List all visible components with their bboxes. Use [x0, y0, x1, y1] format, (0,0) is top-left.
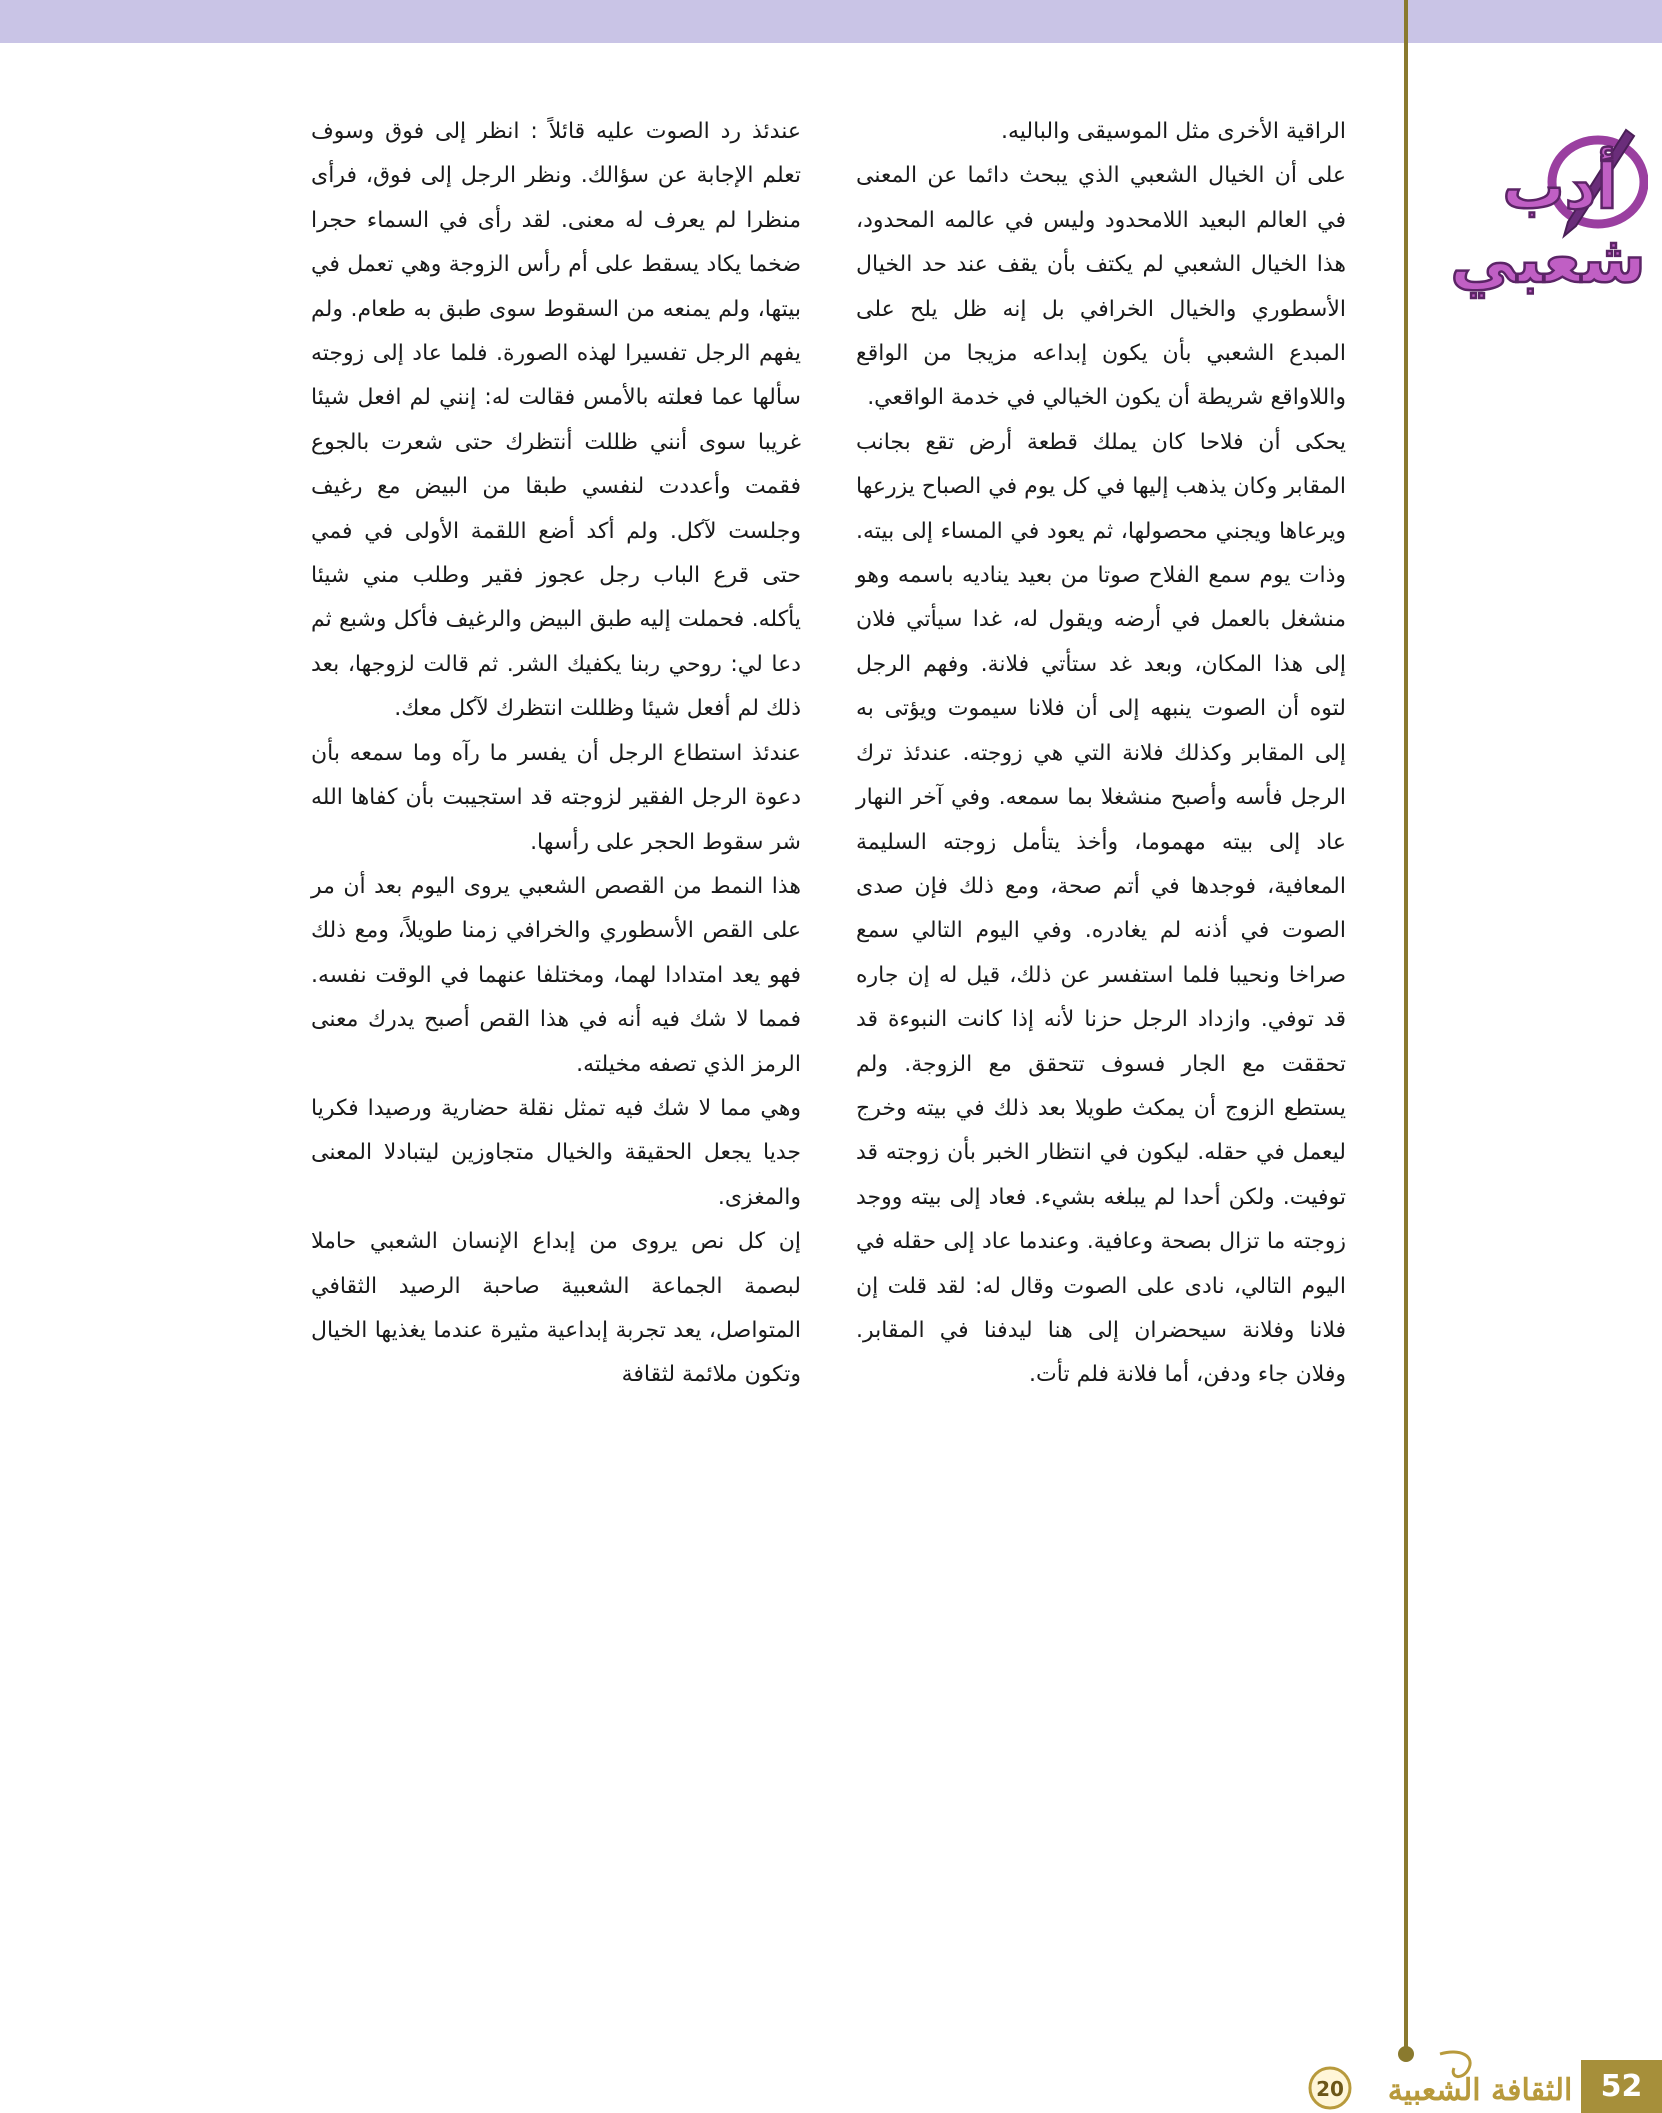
article-column-left [311, 110, 801, 1398]
page-number: 52 [1581, 2060, 1662, 2113]
section-title-line2: شعبي [1450, 221, 1646, 298]
paragraph: على أن الخيال الشعبي الذي يبحث دائما عن المعنى في العالم البعيد اللامحدود وليس في عالمه المحدود، هذا الخيال الشعبي لم يكتف بأن يقف عند حد الخيال الأسطوري والخيال الخرافي بل إنه ظل يلح على المبدع الشعبي بأن يكون إبداعه مزيجا من الواقع واللاواقع شريطة أن يكون الخيالي في خدمة الواقعي. [856, 163, 1346, 411]
top-color-band [0, 0, 1662, 43]
paragraph: عندئذ استطاع الرجل أن يفسر ما رآه وما سمعه بأن دعوة الرجل الفقير لزوجته قد استجيبت بأن كفاها الله شر سقوط الحجر على رأسها. [311, 740, 801, 855]
article-column-right [856, 110, 1346, 1398]
paragraph: هذا النمط من القصص الشعبي يروى اليوم بعد أن مر على القص الأسطوري والخرافي زمنا طويلاً، ومع ذلك فهو يعد امتدادا لهما، ومختلفا عنهما في الوقت نفسه. فمما لا شك فيه أنه في هذا القص أصبح يدرك معنى الرمز الذي تصفه مخيلته. [311, 873, 801, 1077]
paragraph: عندئذ رد الصوت عليه قائلاً : انظر إلى فوق وسوف تعلم الإجابة عن سؤالك. ونظر الرجل إلى فوق، فرأى منظرا لم يعرف له معنى. لقد رأى في السماء حجرا ضخما يكاد يسقط على أم رأس الزوجة وهي تعمل في بيتها، ولم يمنعه من السقوط سوى طبق به طعام. ولم يفهم الرجل تفسيرا لهذه الصورة. فلما عاد إلى زوجته سألها عما فعلته بالأمس فقالت له: إنني لم افعل شيئا غريبا سوى أنني ظللت أنتظرك حتى شعرت بالجوع فقمت وأعددت لنفسي طبقا من البيض مع رغيف وجلست لآكل. ولم أكد أضع اللقمة الأولى في فمي حتى قرع الباب رجل عجوز فقير وطلب مني شيئا يأكله. فحملت إليه طبق البيض والرغيف فأكل وشبع ثم دعا لي: روحي ربنا يكفيك الشر. ثم قالت لزوجها، بعد ذلك لم أفعل شيئا وظللت انتظرك لآكل معك. [311, 119, 801, 722]
paragraph: وهي مما لا شك فيه تمثل نقلة حضارية ورصيدا فكريا جديا يجعل الحقيقة والخيال متجاوزين ليتبادلا المعنى والمغزى. [311, 1095, 801, 1210]
issue-number: 20 [1316, 2077, 1344, 2101]
paragraph: إن كل نص يروى من إبداع الإنسان الشعبي حاملا لبصمة الجماعة الشعبية صاحبة الرصيد الثقافي المتواصل، يعد تجربة إبداعية مثيرة عندما يغذيها الخيال وتكون ملائمة لثقافة [311, 1229, 801, 1388]
vertical-gold-rule [1404, 0, 1408, 2052]
section-logo [1448, 112, 1648, 312]
magazine-name: الثقافة الشعبية [1387, 2073, 1573, 2108]
paragraph: يحكى أن فلاحا كان يملك قطعة أرض تقع بجانب المقابر وكان يذهب إليها في كل يوم في الصباح يزرعها ويرعاها ويجني محصولها، ثم يعود في المساء إلى بيته. وذات يوم سمع الفلاح صوتا من بعيد يناديه باسمه وهو منشغل بالعمل في أرضه ويقول له، غدا سيأتي فلان إلى هذا المكان، وبعد غد ستأتي فلانة. وفهم الرجل لتوه أن الصوت ينبهه إلى أن فلانا سيموت ويؤتى به إلى المقابر وكذلك فلانة التي هي زوجته. عندئذ ترك الرجل فأسه وأصبح منشغلا بما سمعه. وفي آخر النهار عاد إلى بيته مهموما، وأخذ يتأمل زوجته السليمة المعافية، فوجدها في أتم صحة، ومع ذلك فإن صدى الصوت في أذنه لم يغادره. وفي اليوم التالي سمع صراخا ونحيبا فلما استفسر عن ذلك، قيل له إن جاره قد توفي. وازداد الرجل حزنا لأنه إذا كانت النبوءة قد تحققت مع الجار فسوف تتحقق مع الزوجة. ولم يستطع الزوج أن يمكث طويلا بعد ذلك في بيته وخرج ليعمل في حقله. ليكون في انتظار الخبر بأن زوجته قد توفيت. ولكن أحدا لم يبلغه بشيء. فعاد إلى بيته ووجد زوجته ما تزال بصحة وعافية. وعندما عاد إلى حقله في اليوم التالي، نادى على الصوت وقال له: لقد قلت إن فلانا وفلانة سيحضران إلى هنا ليدفنا في المقابر. وفلان جاء ودفن، أما فلانة فلم تأت. [856, 429, 1346, 1388]
magazine-footer-brand [1290, 2046, 1580, 2113]
paragraph: الراقية الأخرى مثل الموسيقى والباليه. [1000, 119, 1346, 144]
section-title-line1: أدب [1502, 150, 1618, 223]
